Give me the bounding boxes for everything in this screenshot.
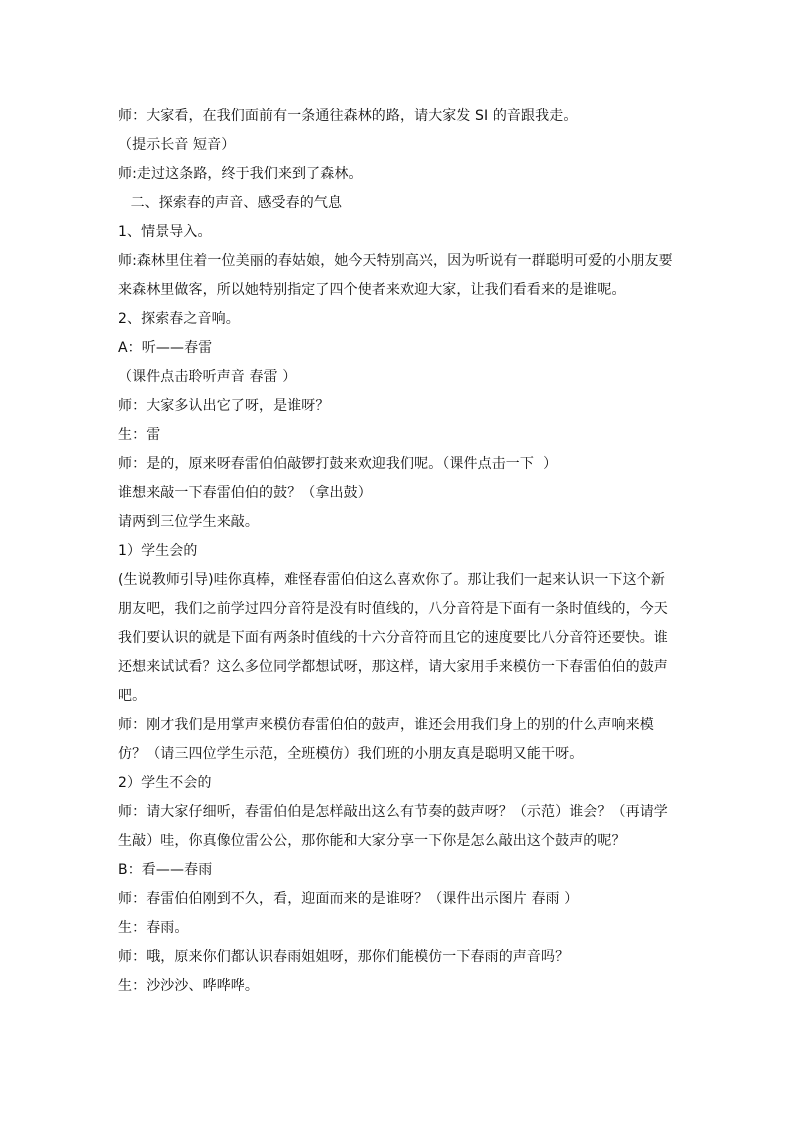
paragraph-13: 谁想来敲一下春雷伯伯的鼓？（拿出鼓） (118, 485, 372, 501)
paragraph-21: 师：春雷伯伯刚到不久，看，迎面而来的是谁呀？（课件出示图片 春雨 ） (118, 891, 579, 907)
paragraph-8: A：听——春雷 (118, 340, 213, 356)
paragraph-23: 师：哦，原来你们都认识春雨姐姐呀，那你们能模仿一下春雨的声音吗？ (118, 949, 570, 965)
paragraph-12: 师：是的，原来呀春雷伯伯敲锣打鼓来欢迎我们呢。（课件点击一下 ） (118, 456, 558, 472)
document-body (118, 102, 678, 1001)
paragraph-20: B：看——春雨 (118, 862, 213, 878)
paragraph-3: 师:走过这条路，终于我们来到了森林。 (118, 166, 363, 182)
paragraph-9: （课件点击聆听声音 春雷 ） (118, 369, 297, 385)
paragraph-18: 2）学生不会的 (118, 775, 212, 791)
paragraph-1: 师：大家看，在我们面前有一条通往森林的路，请大家发 SI 的音跟我走。 (118, 108, 578, 124)
paragraph-11: 生：雷 (118, 427, 161, 443)
paragraph-17: 师：刚才我们是用掌声来模仿春雷伯伯的鼓声，谁还会用我们身上的别的什么声响来模仿？（请三四位学生示范，全班模仿）我们班的小朋友真是聪明又能干呀。 (118, 717, 654, 762)
section-heading: 二、探索春的声音、感受春的气息 (126, 195, 343, 211)
paragraph-19: 师：请大家仔细听，春雷伯伯是怎样敲出这么有节奏的鼓声呀？（示范）谁会？（再请学生敲）哇，你真像位雷公公，那你能和大家分享一下你是怎么敲出这个鼓声的呢？ (118, 804, 668, 849)
paragraph-22: 生：春雨。 (118, 920, 189, 936)
paragraph-7: 2、探索春之音响。 (118, 311, 240, 327)
paragraph-15: 1）学生会的 (118, 543, 198, 559)
paragraph-24: 生：沙沙沙、哗哗哗。 (118, 978, 259, 994)
paragraph-2: （提示长音 短音） (118, 137, 236, 153)
paragraph-5: 1、情景导入。 (118, 224, 212, 240)
paragraph-10: 师：大家多认出它了呀，是谁呀？ (118, 398, 330, 414)
paragraph-6: 师:森林里住着一位美丽的春姑娘，她今天特别高兴，因为听说有一群聪明可爱的小朋友要来森林里做客，所以她特别指定了四个使者来欢迎大家，让我们看看来的是谁呢。 (118, 253, 673, 298)
paragraph-14: 请两到三位学生来敲。 (118, 514, 259, 530)
paragraph-16: (生说教师引导)哇你真棒，难怪春雷伯伯这么喜欢你了。那让我们一起来认识一下这个新朋友吧，我们之前学过四分音符是没有时值线的，八分音符是下面有一条时值线的，今天我们要认识的就是下面有两条时值线的十六分音符而且它的速度要比八分音符还要快。谁还想来试试看？这么多位同学都想试呀，那这样，请大家用手来模仿一下春雷伯伯的鼓声吧。 (118, 572, 668, 704)
